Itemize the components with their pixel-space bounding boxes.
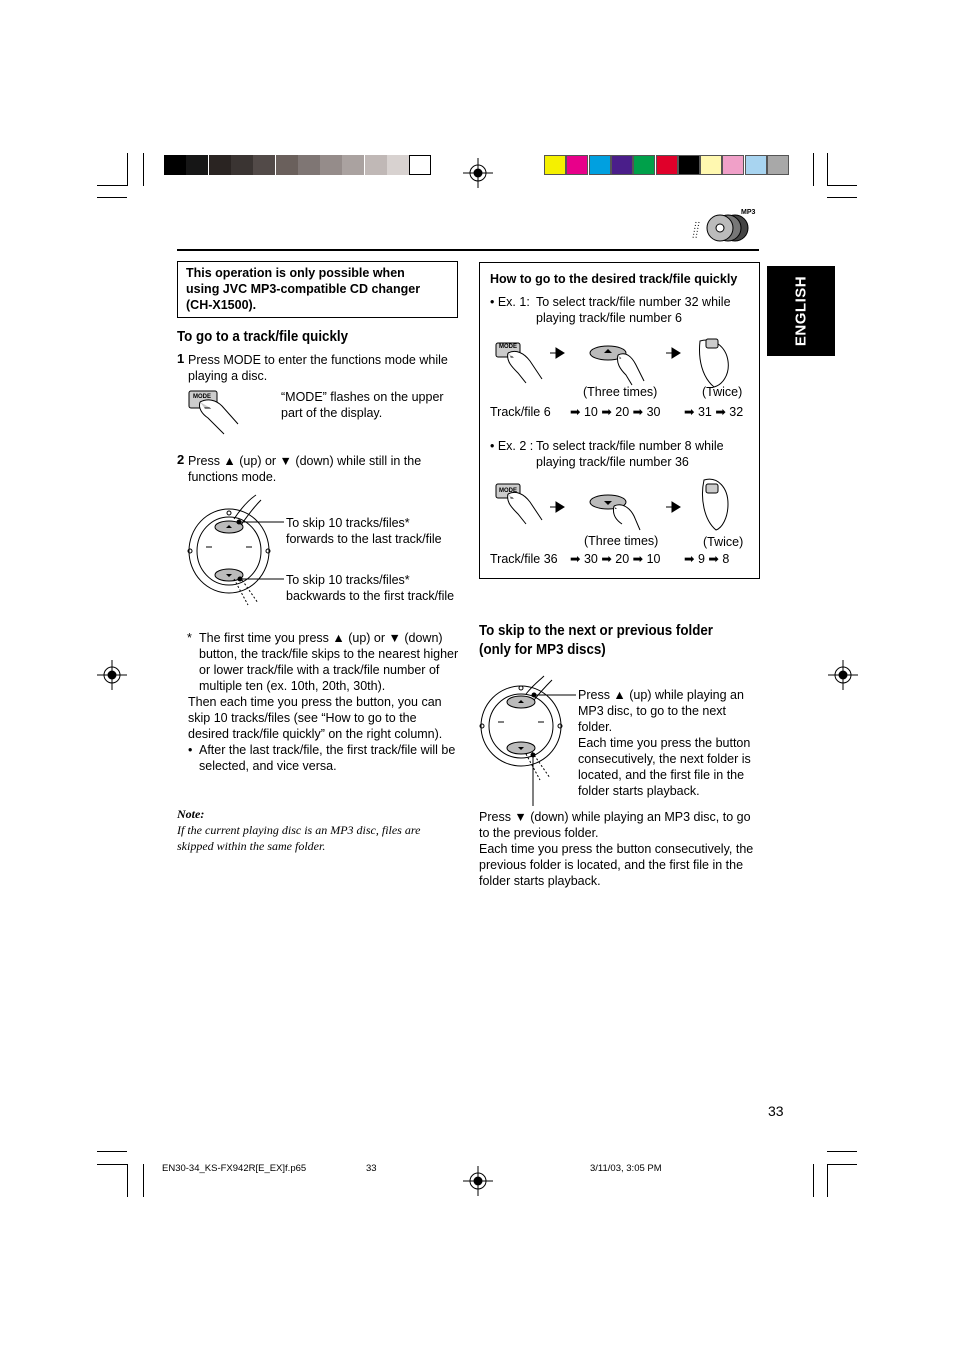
folder-control-pad-illustration (476, 680, 580, 808)
ex2-sequence-a: ➡ 30 ➡ 20 ➡ 10 (570, 552, 661, 566)
color-swatch (633, 155, 655, 175)
example-title: How to go to the desired track/file quickly (490, 272, 738, 286)
gray-swatch (276, 155, 298, 175)
color-swatch (722, 155, 744, 175)
color-swatch (767, 155, 789, 175)
notice-box (177, 261, 458, 318)
color-swatch (544, 155, 566, 175)
down-caption: To skip 10 tracks/files* backwards to the first track/file (286, 573, 455, 603)
footer-file: EN30-34_KS-FX942R[E_EX]f.p65 (162, 1163, 307, 1174)
folder-down-text: Press ▼ (down) while playing an MP3 disc, to go to the previous folder. (479, 810, 751, 840)
side-tab (767, 266, 835, 356)
color-swatch (566, 155, 588, 175)
left-heading: To go to a track/file quickly (177, 329, 348, 345)
page-number: 33 (768, 1103, 784, 1119)
step-2-number: 2 (177, 452, 185, 467)
ex2-twice: (Twice) (703, 535, 744, 549)
ex1-twice: (Twice) (702, 385, 743, 399)
ex1-sequence-illustration (490, 335, 755, 390)
bullet: • (188, 743, 193, 757)
gray-swatch (387, 155, 409, 175)
footnote-3: After the last track/file, the first track/file will be selected, and vice versa. (199, 743, 456, 773)
step-1-number: 1 (177, 351, 185, 366)
color-swatch (656, 155, 678, 175)
header-rule (177, 249, 759, 251)
gray-swatch (164, 155, 186, 175)
footer-date: 3/11/03, 3:05 PM (590, 1163, 662, 1174)
ex1-sequence-a: ➡ 10 ➡ 20 ➡ 30 (570, 405, 661, 419)
step-1-text: Press MODE to enter the functions mode while playing a disc. (188, 353, 448, 383)
registration-mark-icon (463, 158, 493, 188)
folder-down-text-2: Each time you press the button consecutively, the previous folder is located, and the first file in the folder starts playback. (479, 842, 754, 888)
color-swatch (745, 155, 767, 175)
gray-swatch (342, 155, 364, 175)
mode-button-label: MODE (193, 394, 211, 400)
footnote-1: The first time you press ▲ (up) or ▼ (down) button, the track/file skips to the nearest higher or lower track/file with a track/file number of multiple ten (ex. 10th, 20th, 30th). (199, 631, 459, 693)
mp3-label: MP3 (741, 209, 756, 216)
ex1-text: To select track/file number 32 while playing track/file number 6 (536, 295, 731, 325)
gray-swatch (231, 155, 253, 175)
gray-swatch (186, 155, 208, 175)
gray-swatch (409, 155, 431, 175)
footer-page: 33 (366, 1163, 377, 1174)
color-swatch (589, 155, 611, 175)
ex1-start: Track/file 6 (490, 405, 551, 419)
gray-swatch (298, 155, 320, 175)
ex1-sequence-b: ➡ 31 ➡ 32 (684, 405, 744, 419)
folder-up-text: Press ▲ (up) while playing an MP3 disc, to go to the next folder. (578, 688, 744, 734)
registration-mark-icon (97, 660, 127, 690)
gray-swatch (253, 155, 275, 175)
color-swatch (678, 155, 700, 175)
gray-swatch (365, 155, 387, 175)
notice-text: This operation is only possible when using JVC MP3-compatible CD changer (CH-X1500). (186, 266, 421, 312)
ex1-mode-label: MODE (499, 344, 517, 350)
ex2-three-times: (Three times) (584, 534, 659, 548)
ex2-sequence-illustration (490, 476, 755, 534)
folder-up-text-2: Each time you press the button consecutively, the next folder is located, and the first file in the folder starts playback. (578, 736, 751, 798)
ex1-label: • Ex. 1: (490, 295, 530, 309)
folder-heading: To skip to the next or previous folder (only for MP3 discs) (479, 623, 713, 658)
note-label: Note: (177, 807, 205, 821)
color-swatch (700, 155, 722, 175)
up-caption: To skip 10 tracks/files* forwards to the last track/file (286, 516, 442, 546)
side-tab-label: ENGLISH (792, 275, 810, 347)
gray-swatch (209, 155, 231, 175)
ex2-label: • Ex. 2 : (490, 439, 534, 453)
ex2-mode-label: MODE (499, 488, 517, 494)
mode-flash-text: “MODE” flashes on the upper part of the display. (281, 390, 444, 420)
registration-mark-icon (463, 1166, 493, 1196)
ex2-sequence-b: ➡ 9 ➡ 8 (684, 552, 730, 566)
gray-swatch (320, 155, 342, 175)
ex2-start: Track/file 36 (490, 552, 558, 566)
footnote-2: Then each time you press the button, you can skip 10 tracks/files (see “How to go to the desired track/file quickly” on the right column). (188, 695, 443, 741)
note-text: If the current playing disc is an MP3 disc, files are skipped within the same folder. (177, 823, 421, 853)
registration-mark-icon (828, 660, 858, 690)
footnote-mark: * (187, 631, 192, 645)
step-2-text: Press ▲ (up) or ▼ (down) while still in the functions mode. (188, 454, 422, 484)
ex1-three-times: (Three times) (583, 385, 658, 399)
control-pad-illustration (186, 495, 286, 610)
color-swatch (611, 155, 633, 175)
ex2-text: To select track/file number 8 while playing track/file number 36 (536, 439, 724, 469)
